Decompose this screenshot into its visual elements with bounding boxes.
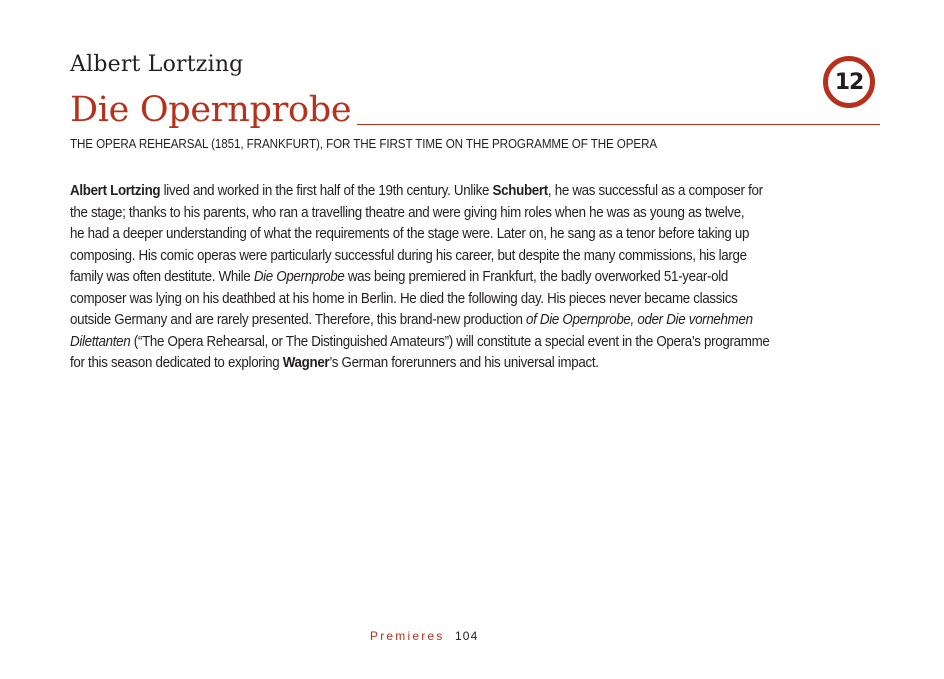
text-run: (“The Opera Rehearsal, or The Distinguished Amateurs”) will constitute a special event in the Opera’s programme	[130, 332, 770, 350]
body-line: the stage; thanks to his parents, who ran a travelling theatre and were giving him roles when he was as young as twelve,	[70, 203, 745, 221]
text-run: for this season dedicated to exploring	[70, 354, 283, 371]
page-number: 104	[454, 629, 479, 643]
body-line: he had a deeper understanding of what the requirements of the stage were. Later on, he sang as a tenor before taking up	[70, 225, 750, 242]
page-title: Die Opernprobe	[70, 90, 352, 130]
italic-title: Die Opernprobe	[253, 268, 345, 285]
bold-schubert: Schubert	[492, 182, 548, 199]
body-line	[70, 180, 827, 202]
text-run: ’s German forerunners and his universal impact.	[329, 354, 599, 371]
body-line	[70, 266, 827, 288]
title-rule	[357, 124, 880, 125]
badge-number: 12	[834, 69, 864, 95]
body-paragraph	[70, 180, 920, 374]
body-line: composing. His comic operas were particularly successful during his career, but despite the many commissions, his large	[70, 246, 747, 264]
bold-composer: Albert Lortzing	[70, 182, 161, 199]
body-line	[70, 352, 827, 374]
text-run: lived and worked in the first half of the 19th century. Unlike	[160, 182, 493, 199]
composer-name: Albert Lortzing	[70, 52, 244, 77]
bold-wagner: Wagner	[282, 354, 330, 371]
text-run: family was often destitute. While	[70, 268, 254, 285]
text-run: outside Germany and are rarely presented. Therefore, this brand-new production	[70, 311, 527, 328]
page-footer	[370, 627, 479, 645]
body-line	[70, 309, 827, 331]
body-line: composer was lying on his deathbed at his home in Berlin. He died the following day. His pieces never became classics	[70, 289, 738, 307]
footer-section-label: Premieres	[370, 629, 445, 643]
body-line	[70, 331, 827, 353]
italic-title: of Die Opernprobe, oder Die vornehmen	[526, 311, 753, 328]
text-run: was being premiered in Frankfurt, the badly overworked 51-year-old	[344, 268, 729, 285]
italic-title: Dilettanten	[70, 332, 131, 350]
page-subtitle: THE OPERA REHEARSAL (1851, FRANKFURT), FOR THE FIRST TIME ON THE PROGRAMME OF THE OPERA	[70, 137, 658, 151]
text-run: , he was successful as a composer for	[547, 182, 763, 199]
title-row	[70, 88, 880, 130]
